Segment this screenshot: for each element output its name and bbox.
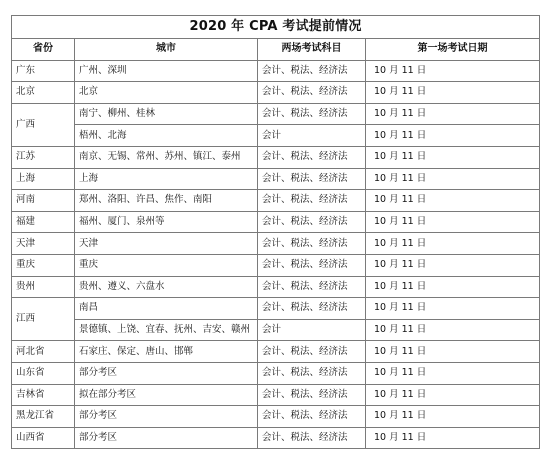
city-cell: 天津 [75, 233, 258, 255]
province-cell: 山东省 [12, 362, 75, 384]
table-row [12, 427, 540, 449]
table-row [12, 254, 540, 276]
province-cell: 重庆 [12, 254, 75, 276]
province-cell: 黑龙江省 [12, 406, 75, 428]
city-cell: 南昌 [75, 298, 258, 320]
subjects-cell: 会计、税法、经济法 [258, 298, 366, 320]
city-cell: 北京 [75, 82, 258, 104]
header-province: 省份 [12, 39, 75, 61]
date-cell: 10 月 11 日 [366, 60, 540, 82]
city-cell: 广州、深圳 [75, 60, 258, 82]
province-cell: 上海 [12, 168, 75, 190]
city-cell: 部分考区 [75, 362, 258, 384]
province-cell: 江西 [12, 298, 75, 341]
date-cell: 10 月 11 日 [366, 298, 540, 320]
province-cell: 河南 [12, 190, 75, 212]
city-cell: 福州、厦门、泉州等 [75, 211, 258, 233]
province-cell: 江苏 [12, 146, 75, 168]
table-row [12, 103, 540, 125]
city-cell: 郑州、洛阳、许昌、焦作、南阳 [75, 190, 258, 212]
city-cell: 部分考区 [75, 427, 258, 449]
date-cell: 10 月 11 日 [366, 103, 540, 125]
date-cell: 10 月 11 日 [366, 168, 540, 190]
table-title: 2020 年 CPA 考试提前情况 [12, 16, 540, 39]
table-row [12, 146, 540, 168]
city-cell: 景德镇、上饶、宜春、抚州、吉安、赣州 [75, 319, 258, 341]
date-cell: 10 月 11 日 [366, 384, 540, 406]
date-cell: 10 月 11 日 [366, 341, 540, 363]
table-row [12, 82, 540, 104]
province-cell: 广西 [12, 103, 75, 146]
subjects-cell: 会计 [258, 319, 366, 341]
header-subjects: 两场考试科目 [258, 39, 366, 61]
subjects-cell: 会计、税法、经济法 [258, 341, 366, 363]
subjects-cell: 会计、税法、经济法 [258, 427, 366, 449]
table-row [12, 190, 540, 212]
table-row [12, 276, 540, 298]
subjects-cell: 会计、税法、经济法 [258, 254, 366, 276]
table-row [12, 60, 540, 82]
cpa-table-sheet [11, 15, 539, 449]
city-cell: 贵州、遵义、六盘水 [75, 276, 258, 298]
city-cell: 上海 [75, 168, 258, 190]
date-cell: 10 月 11 日 [366, 319, 540, 341]
table-row [12, 125, 540, 147]
subjects-cell: 会计、税法、经济法 [258, 146, 366, 168]
city-cell: 梧州、北海 [75, 125, 258, 147]
cpa-exam-table [11, 15, 540, 449]
date-cell: 10 月 11 日 [366, 254, 540, 276]
date-cell: 10 月 11 日 [366, 146, 540, 168]
subjects-cell: 会计、税法、经济法 [258, 211, 366, 233]
date-cell: 10 月 11 日 [366, 406, 540, 428]
date-cell: 10 月 11 日 [366, 427, 540, 449]
city-cell: 拟在部分考区 [75, 384, 258, 406]
table-row [12, 168, 540, 190]
date-cell: 10 月 11 日 [366, 211, 540, 233]
city-cell: 部分考区 [75, 406, 258, 428]
province-cell: 河北省 [12, 341, 75, 363]
table-row [12, 319, 540, 341]
province-cell: 贵州 [12, 276, 75, 298]
province-cell: 广东 [12, 60, 75, 82]
province-cell: 山西省 [12, 427, 75, 449]
date-cell: 10 月 11 日 [366, 233, 540, 255]
province-cell: 吉林省 [12, 384, 75, 406]
city-cell: 南宁、柳州、桂林 [75, 103, 258, 125]
subjects-cell: 会计、税法、经济法 [258, 362, 366, 384]
table-row [12, 362, 540, 384]
subjects-cell: 会计、税法、经济法 [258, 233, 366, 255]
city-cell: 石家庄、保定、唐山、邯郸 [75, 341, 258, 363]
subjects-cell: 会计、税法、经济法 [258, 384, 366, 406]
subjects-cell: 会计 [258, 125, 366, 147]
subjects-cell: 会计、税法、经济法 [258, 190, 366, 212]
header-city: 城市 [75, 39, 258, 61]
table-row [12, 341, 540, 363]
city-cell: 南京、无锡、常州、苏州、镇江、泰州 [75, 146, 258, 168]
date-cell: 10 月 11 日 [366, 82, 540, 104]
date-cell: 10 月 11 日 [366, 190, 540, 212]
subjects-cell: 会计、税法、经济法 [258, 276, 366, 298]
table-row [12, 406, 540, 428]
province-cell: 北京 [12, 82, 75, 104]
subjects-cell: 会计、税法、经济法 [258, 82, 366, 104]
subjects-cell: 会计、税法、经济法 [258, 168, 366, 190]
subjects-cell: 会计、税法、经济法 [258, 406, 366, 428]
subjects-cell: 会计、税法、经济法 [258, 60, 366, 82]
date-cell: 10 月 11 日 [366, 362, 540, 384]
table-row [12, 298, 540, 320]
province-cell: 福建 [12, 211, 75, 233]
table-row [12, 384, 540, 406]
subjects-cell: 会计、税法、经济法 [258, 103, 366, 125]
header-date: 第一场考试日期 [366, 39, 540, 61]
province-cell: 天津 [12, 233, 75, 255]
table-row [12, 233, 540, 255]
city-cell: 重庆 [75, 254, 258, 276]
date-cell: 10 月 11 日 [366, 125, 540, 147]
table-header-row [12, 39, 540, 61]
table-row [12, 211, 540, 233]
date-cell: 10 月 11 日 [366, 276, 540, 298]
